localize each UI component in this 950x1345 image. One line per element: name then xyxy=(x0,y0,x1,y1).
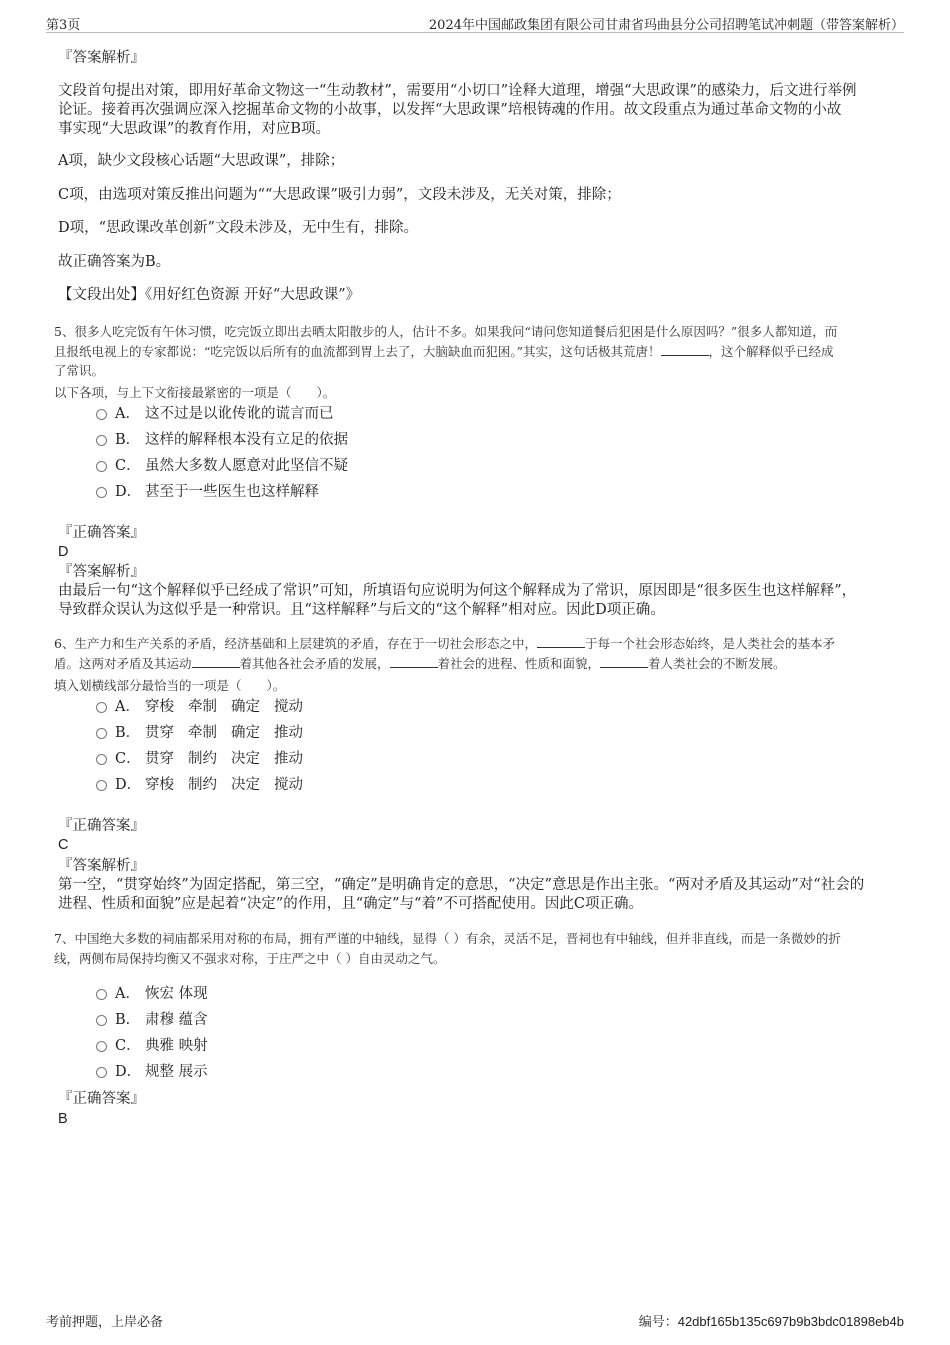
analysis-line: 文段首句提出对策，即用好革命文物这一“生动教材”，需要用“小切口”诠释大道理，增强“大思政课”的感染力，后文进行举例 xyxy=(58,83,857,99)
analysis-line: 论证。接着再次强调应深入挖掘革命文物的小故事，以发挥“大思政课”培根铸魂的作用。故文段重点为通过革命文物的小故 xyxy=(58,102,842,118)
radio-icon[interactable] xyxy=(96,728,107,739)
radio-icon[interactable] xyxy=(96,989,107,1000)
answer-blank xyxy=(537,635,585,648)
answer-blank xyxy=(600,655,648,668)
analysis-line: 事实现“大思政课”的教育作用，对应B项。 xyxy=(58,121,330,137)
radio-icon[interactable] xyxy=(96,1067,107,1078)
analysis-line: 第一空，“贯穿始终”为固定搭配，第三空，“确定”是明确肯定的意思，“决定”意思是作出主张。“两对矛盾及其运动”对“社会的 xyxy=(58,877,865,893)
answer-blank xyxy=(390,655,438,668)
question-7-text: 线，两侧布局保持均衡又不强求对称，于庄严之中（ ）自由灵动之气。 xyxy=(54,951,446,966)
correct-answer-label: 『正确答案』 xyxy=(58,818,145,834)
analysis-label: 『答案解析』 xyxy=(58,50,145,66)
radio-icon[interactable] xyxy=(96,1041,107,1052)
correct-answer: C xyxy=(58,837,69,853)
radio-icon[interactable] xyxy=(96,435,107,446)
page-footer xyxy=(46,1311,904,1331)
analysis-line: 导致群众误认为这似乎是一种常识。且“这样解释”与后文的“这个解释”相对应。因此D项正确。 xyxy=(58,602,665,618)
radio-icon[interactable] xyxy=(96,702,107,713)
analysis-option-a: A项，缺少文段核心话题“大思政课”，排除； xyxy=(58,153,345,169)
option-a[interactable]: A． 恢宏 体现 xyxy=(96,985,208,1004)
question-5-text: 且报纸电视上的专家都说：“吃完饭以后所有的血流都到胃上去了，大脑缺血而犯困。”其实，这句话极其荒唐！ ，这个解释似乎已经成 xyxy=(54,344,834,359)
analysis-conclusion: 故正确答案为B。 xyxy=(58,254,171,270)
analysis-label: 『答案解析』 xyxy=(58,858,145,874)
analysis-label: 『答案解析』 xyxy=(58,564,145,580)
footer-slogan: 考前押题，上岸必备 xyxy=(46,1315,164,1330)
question-6-text: 盾。这两对矛盾及其运动 着其他各社会矛盾的发展， 着社会的进程、性质和面貌， 着人类社会的不断发展。 xyxy=(54,656,786,671)
option-b[interactable]: B． 这样的解释根本没有立足的依据 xyxy=(96,431,348,450)
correct-answer-label: 『正确答案』 xyxy=(58,525,145,541)
option-a[interactable]: A． 这不过是以讹传讹的谎言而已 xyxy=(96,405,334,424)
radio-icon[interactable] xyxy=(96,754,107,765)
option-c[interactable]: C． 典雅 映射 xyxy=(96,1037,208,1056)
option-d[interactable]: D． 规整 展示 xyxy=(96,1063,208,1082)
source-citation: 【文段出处】《用好红色资源 开好“大思政课”》 xyxy=(58,287,361,303)
analysis-line: 进程、性质和面貌”应是起着“决定”的作用，且“确定”与“着”不可搭配使用。因此C项正确。 xyxy=(58,896,643,912)
answer-blank xyxy=(661,343,709,356)
question-7-text: 7、中国绝大多数的祠庙都采用对称的布局，拥有严谨的中轴线，显得（ ）有余，灵活不足，晋祠也有中轴线，但并非直线，而是一条微妙的折 xyxy=(54,931,841,946)
correct-answer: D xyxy=(58,544,69,560)
analysis-option-c: C项，由选项对策反推出问题为““大思政课”吸引力弱”，文段未涉及，无关对策，排除； xyxy=(58,187,621,203)
analysis-option-d: D项，“思政课改革创新”文段未涉及，无中生有，排除。 xyxy=(58,220,418,236)
option-c[interactable]: C． 虽然大多数人愿意对此坚信不疑 xyxy=(96,457,348,476)
correct-answer: B xyxy=(58,1111,68,1127)
footer-code: 编号：42dbf165b135c697b9b3bdc01898eb4b xyxy=(638,1314,904,1330)
question-5-text: 了常识。 xyxy=(54,363,105,378)
page-number: 第3页 xyxy=(46,18,81,33)
option-d[interactable]: D． 穿梭 制约 决定 搅动 xyxy=(96,776,303,795)
radio-icon[interactable] xyxy=(96,487,107,498)
analysis-line: 由最后一句“这个解释似乎已经成了常识”可知，所填语句应说明为何这个解释成为了常识，原因即是“很多医生也这样解释”， xyxy=(58,583,857,599)
correct-answer-label: 『正确答案』 xyxy=(58,1091,145,1107)
question-6-text: 6、生产力和生产关系的矛盾，经济基础和上层建筑的矛盾，存在于一切社会形态之中， 于每一个社会形态始终，是人类社会的基本矛 xyxy=(54,636,835,651)
option-d[interactable]: D． 甚至于一些医生也这样解释 xyxy=(96,483,319,502)
answer-blank xyxy=(192,655,240,668)
radio-icon[interactable] xyxy=(96,1015,107,1026)
document-title: 2024年中国邮政集团有限公司甘肃省玛曲县分公司招聘笔试冲刺题（带答案解析） xyxy=(428,18,904,33)
option-b[interactable]: B． 贯穿 牵制 确定 推动 xyxy=(96,724,303,743)
radio-icon[interactable] xyxy=(96,409,107,420)
question-5-stem: 以下各项，与上下文衔接最紧密的一项是（ ）。 xyxy=(54,385,336,400)
question-5-text: 5、很多人吃完饭有午休习惯，吃完饭立即出去晒太阳散步的人，估计不多。如果我问“请问您知道餐后犯困是什么原因吗？”很多人都知道，而 xyxy=(54,324,838,339)
radio-icon[interactable] xyxy=(96,780,107,791)
option-c[interactable]: C． 贯穿 制约 决定 推动 xyxy=(96,750,303,769)
page-header xyxy=(46,12,904,33)
radio-icon[interactable] xyxy=(96,461,107,472)
option-a[interactable]: A． 穿梭 牵制 确定 搅动 xyxy=(96,698,303,717)
question-6-stem: 填入划横线部分最恰当的一项是（ ）。 xyxy=(54,678,286,693)
option-b[interactable]: B． 肃穆 蕴含 xyxy=(96,1011,208,1030)
